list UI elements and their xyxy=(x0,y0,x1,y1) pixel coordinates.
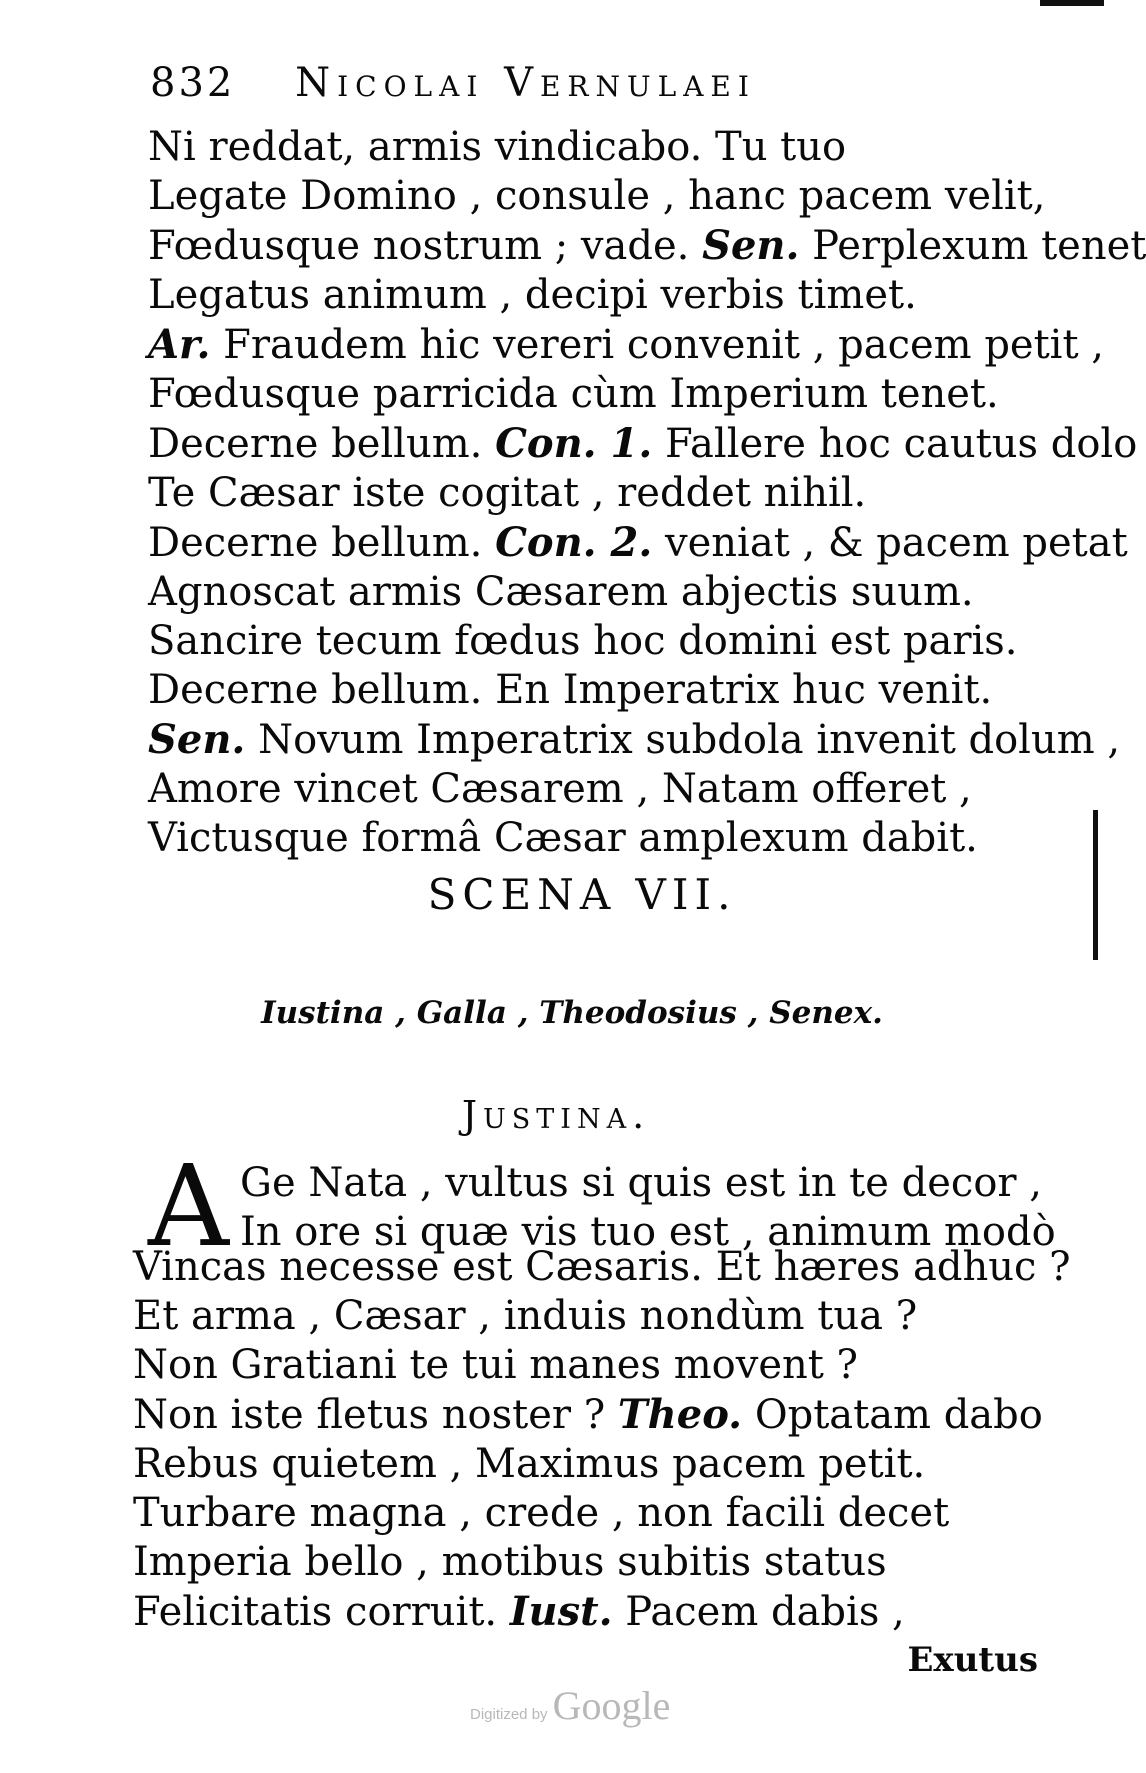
verse-text: Fœdusque nostrum ; vade. xyxy=(148,223,690,269)
verse-text: Perplexum tenet xyxy=(812,223,1146,269)
watermark-brand: Google xyxy=(552,1683,671,1728)
verse-line: Non Gratiani te tui manes movent ? xyxy=(133,1342,858,1388)
verse-line: Sancire tecum fœdus hoc domini est paris. xyxy=(148,618,1018,664)
verse-line: Decerne bellum. En Imperatrix huc venit. xyxy=(148,667,993,713)
verse-text: Non iste fletus noster ? xyxy=(133,1392,606,1438)
verse-text: Decerne bellum. xyxy=(148,421,483,467)
verse-line: Legatus animum , decipi verbis timet. xyxy=(148,272,917,318)
verse-line: Vincas necesse est Cæsaris. Et hæres adhuc ? xyxy=(133,1244,1071,1290)
verse-text: Fallere hoc cautus dolo xyxy=(665,421,1138,467)
verse-text: Felicitatis corruit. xyxy=(133,1589,498,1635)
digitization-watermark xyxy=(470,1682,670,1729)
verse-line xyxy=(148,518,1146,568)
speaker-label: Sen. xyxy=(702,222,800,269)
scene-title: SCENA VII. xyxy=(427,870,737,919)
verse-line xyxy=(148,715,1146,765)
verse-line xyxy=(148,320,1146,370)
verse-block-second xyxy=(133,1243,1071,1637)
verse-line: Agnoscat armis Cæsarem abjectis suum. xyxy=(148,569,974,615)
speaker-label: Iust. xyxy=(509,1588,613,1635)
verse-line: Rebus quietem , Maximus pacem petit. xyxy=(133,1441,926,1487)
verse-line: Amore vincet Cæsarem , Natam offeret , xyxy=(148,766,972,812)
catchword: Exutus xyxy=(907,1640,1038,1680)
speaker-label: Ar. xyxy=(148,321,211,368)
verse-text: Novum Imperatrix subdola invenit dolum , xyxy=(258,717,1121,763)
verse-line: Et arma , Cæsar , induis nondùm tua ? xyxy=(133,1293,918,1339)
verse-text: Pacem dabis , xyxy=(625,1589,905,1635)
verse-line xyxy=(133,1587,1071,1637)
verse-line: Fœdusque parricida cùm Imperium tenet. xyxy=(148,371,999,417)
cast-list: Iustina , Galla , Theodosius , Senex. xyxy=(261,995,883,1031)
verse-text: Decerne bellum. xyxy=(148,520,483,566)
verse-block-first xyxy=(148,123,1146,863)
verse-line xyxy=(133,1390,1071,1440)
verse-line: In ore si quæ vis tuo est , animum modò xyxy=(240,1209,1056,1255)
speaker-label: Con. 1. xyxy=(495,420,653,467)
verse-text: Fraudem hic vereri convenit , pacem petit , xyxy=(223,322,1104,368)
verse-line xyxy=(148,419,1146,469)
watermark-prefix: Digitized by xyxy=(470,1706,548,1723)
speaker-heading: Justina. xyxy=(461,1093,651,1137)
verse-line xyxy=(148,221,1146,271)
verse-line: Turbare magna , crede , non facili decet xyxy=(133,1490,950,1536)
page-edge-shadow-right xyxy=(1093,810,1098,960)
speaker-label: Theo. xyxy=(617,1391,743,1438)
verse-line: Ni reddat, armis vindicabo. Tu tuo xyxy=(148,124,847,170)
page-number: 832 xyxy=(150,60,236,106)
verse-line: Legate Domino , consule , hanc pacem velit, xyxy=(148,173,1046,219)
speaker-label: Con. 2. xyxy=(495,519,653,566)
verse-line: Ge Nata , vultus si quis est in te decor , xyxy=(240,1160,1042,1206)
drop-capital: A xyxy=(148,1142,229,1272)
verse-text: veniat , & pacem petat xyxy=(665,520,1128,566)
page-edge-shadow-top xyxy=(1040,0,1104,6)
verse-line: Te Cæsar iste cogitat , reddet nihil. xyxy=(148,470,867,516)
verse-line: Victusque formâ Cæsar amplexum dabit. xyxy=(148,815,978,861)
author-name: Nicolai Vernulaei xyxy=(295,60,756,106)
speaker-label: Sen. xyxy=(148,716,246,763)
verse-line: Imperia bello , motibus subitis status xyxy=(133,1539,887,1585)
running-head xyxy=(150,60,756,106)
verse-text: Optatam dabo xyxy=(754,1392,1043,1438)
